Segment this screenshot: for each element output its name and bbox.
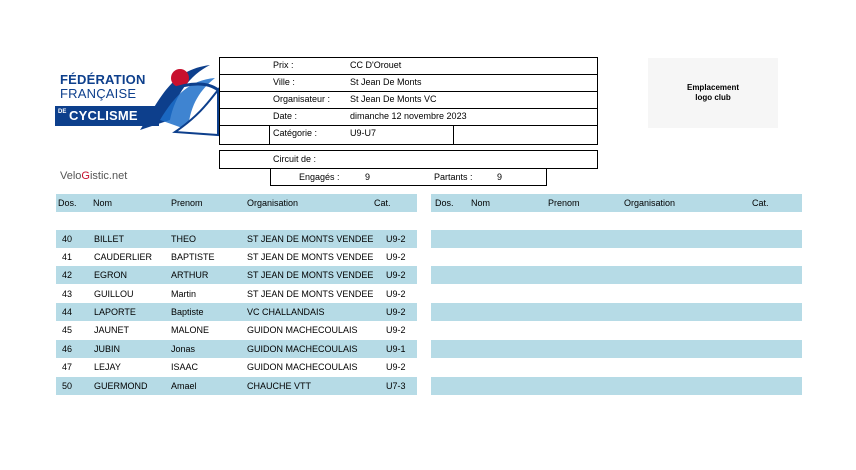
table-row [56, 285, 417, 303]
logo-line-3: CYCLISME [69, 108, 138, 123]
ville-value: St Jean De Monts [350, 77, 422, 87]
cell-organisation: GUIDON MACHECOULAIS [247, 325, 358, 335]
cell-nom: CAUDERLIER [94, 252, 153, 262]
cell-prenom: ARTHUR [171, 270, 209, 280]
cell-organisation: ST JEAN DE MONTS VENDEE [247, 270, 374, 280]
cell-nom: JAUNET [94, 325, 130, 335]
cell-prenom: Jonas [171, 344, 196, 354]
cell-cat: U9-2 [386, 252, 406, 262]
club-logo-placeholder [648, 58, 778, 128]
cell-dos: 40 [62, 234, 73, 244]
header-organisation: Organisation [624, 198, 676, 208]
categorie-label: Catégorie : [273, 128, 318, 138]
cell-organisation: ST JEAN DE MONTS VENDEE [247, 234, 374, 244]
date-label: Date : [273, 111, 298, 121]
logo-line-1: FÉDÉRATION [60, 72, 146, 87]
empty-row [431, 230, 802, 248]
cell-dos: 43 [62, 289, 73, 299]
cell-nom: JUBIN [94, 344, 121, 354]
table-row [56, 340, 417, 358]
cell-nom: GUILLOU [94, 289, 134, 299]
divider [269, 125, 270, 145]
header-prenom: Prenom [548, 198, 580, 208]
date-value: dimanche 12 novembre 2023 [350, 111, 467, 121]
header-cat: Cat. [374, 198, 391, 208]
cell-prenom: ISAAC [171, 362, 199, 372]
divider [219, 91, 598, 92]
watermark-part-2: G [81, 170, 90, 182]
partants-label: Partants : [434, 172, 473, 182]
header-nom: Nom [471, 198, 491, 208]
cell-cat: U9-2 [386, 362, 406, 372]
prix-value: CC D'Orouet [350, 60, 402, 70]
cell-prenom: MALONE [171, 325, 210, 335]
cell-cat: U9-2 [386, 270, 406, 280]
cell-organisation: VC CHALLANDAIS [247, 307, 325, 317]
table-row [56, 266, 417, 284]
table-header-right [431, 194, 802, 212]
cell-cat: U9-1 [386, 344, 406, 354]
divider [219, 108, 598, 109]
divider [219, 125, 598, 126]
placeholder-line-1: Emplacement [686, 83, 740, 92]
engages-value: 9 [365, 172, 371, 182]
engages-label: Engagés : [299, 172, 340, 182]
empty-row [431, 340, 802, 358]
header-prenom: Prenom [171, 198, 203, 208]
placeholder-line-2: logo club [695, 93, 731, 102]
header-organisation: Organisation [247, 198, 299, 208]
logo-line-2: FRANÇAISE [60, 86, 137, 101]
organisateur-label: Organisateur : [273, 94, 331, 104]
header-nom: Nom [93, 198, 113, 208]
table-row [56, 230, 417, 248]
watermark-part-1: Velo [60, 170, 82, 182]
cell-organisation: CHAUCHE VTT [247, 381, 312, 391]
velogistic-watermark [60, 170, 127, 182]
cell-cat: U9-2 [386, 325, 406, 335]
categorie-value: U9-U7 [350, 128, 377, 138]
logo-line-3-prefix: DE [58, 109, 67, 115]
cell-dos: 44 [62, 307, 73, 317]
table-row [56, 358, 417, 376]
cell-dos: 46 [62, 344, 73, 354]
cell-prenom: THEO [171, 234, 197, 244]
prix-label: Prix : [273, 60, 294, 70]
table-row [56, 303, 417, 321]
partants-value: 9 [497, 172, 503, 182]
cell-organisation: ST JEAN DE MONTS VENDEE [247, 252, 374, 262]
table-row [56, 248, 417, 266]
empty-row [431, 377, 802, 395]
cell-nom: EGRON [94, 270, 128, 280]
cell-cat: U9-2 [386, 307, 406, 317]
table-row [56, 377, 417, 395]
header-dos: Dos. [435, 198, 454, 208]
empty-row [431, 266, 802, 284]
cell-cat: U7-3 [386, 381, 406, 391]
cell-nom: BILLET [94, 234, 125, 244]
header-cat: Cat. [752, 198, 769, 208]
watermark-part-3: istic.net [89, 170, 128, 182]
cell-organisation: GUIDON MACHECOULAIS [247, 344, 358, 354]
cell-dos: 42 [62, 270, 73, 280]
ville-label: Ville : [273, 77, 295, 87]
cell-dos: 50 [62, 381, 73, 391]
empty-row [431, 303, 802, 321]
cell-organisation: GUIDON MACHECOULAIS [247, 362, 358, 372]
cell-nom: LEJAY [94, 362, 121, 372]
circuit-label: Circuit de : [273, 154, 317, 164]
table-header-left [56, 194, 417, 212]
cell-prenom: Martin [171, 289, 197, 299]
divider [219, 74, 598, 75]
cell-nom: GUERMOND [94, 381, 148, 391]
cell-nom: LAPORTE [94, 307, 136, 317]
organisateur-value: St Jean De Monts VC [350, 94, 437, 104]
cell-dos: 41 [62, 252, 73, 262]
cell-dos: 47 [62, 362, 73, 372]
cell-dos: 45 [62, 325, 73, 335]
cell-prenom: Baptiste [171, 307, 204, 317]
cell-organisation: ST JEAN DE MONTS VENDEE [247, 289, 374, 299]
cell-cat: U9-2 [386, 289, 406, 299]
divider [453, 125, 454, 145]
header-dos: Dos. [58, 198, 77, 208]
cell-cat: U9-2 [386, 234, 406, 244]
cell-prenom: BAPTISTE [171, 252, 215, 262]
ffc-logo [55, 60, 220, 138]
table-row [56, 321, 417, 339]
cell-prenom: Amael [171, 381, 197, 391]
